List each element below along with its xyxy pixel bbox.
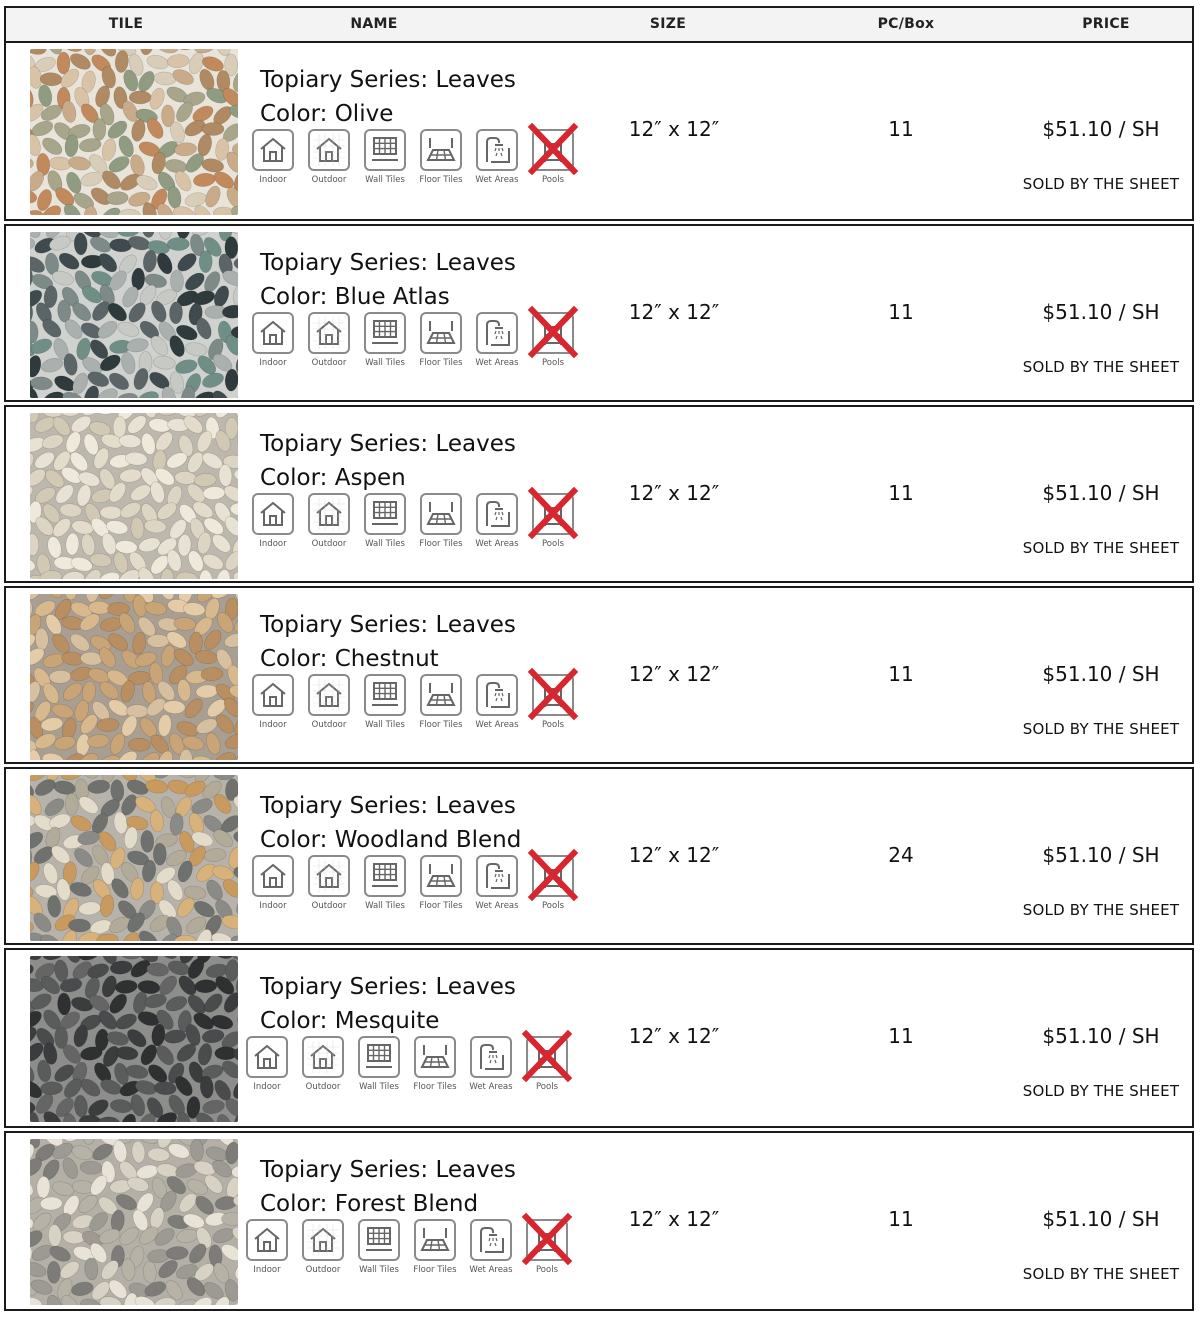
usage-label: Floor Tiles	[419, 720, 463, 730]
header-tile: TILE	[108, 16, 144, 32]
price-value: $51.10 / SH	[1042, 300, 1160, 324]
sold-by-label: SOLD BY THE SHEET	[1022, 901, 1180, 919]
floor-tiles-icon	[420, 674, 462, 716]
floor-tiles-icon	[414, 1036, 456, 1078]
tile-swatch-image	[30, 413, 238, 579]
usage-label: Wet Areas	[475, 539, 519, 549]
table-row	[4, 948, 1194, 1128]
tile-swatch-image	[30, 232, 238, 398]
product-name	[260, 63, 516, 131]
product-color: Color: Aspen	[260, 465, 406, 491]
usage-floor-tiles	[410, 1219, 460, 1279]
pc-box-value: 24	[888, 843, 914, 867]
sold-by-label: SOLD BY THE SHEET	[1022, 358, 1180, 376]
price-value: $51.10 / SH	[1042, 843, 1160, 867]
leaf-mosaic-icon	[30, 413, 238, 579]
shower-icon	[476, 493, 518, 535]
usage-house-outdoor	[304, 312, 354, 372]
price-value: $51.10 / SH	[1042, 662, 1160, 686]
usage-label: Wall Tiles	[365, 539, 405, 549]
shower-icon	[476, 674, 518, 716]
usage-label: Floor Tiles	[413, 1082, 457, 1092]
house-outdoor-icon	[302, 1036, 344, 1078]
pc-box-value: 11	[888, 662, 914, 686]
not-suitable-x-icon	[526, 666, 580, 724]
usage-wall-tiles	[354, 1219, 404, 1279]
usage-house	[248, 855, 298, 915]
size-value: 12″ x 12″	[628, 300, 720, 324]
product-series: Topiary Series: Leaves	[260, 250, 516, 276]
tile-swatch-image	[30, 49, 238, 215]
table-header	[4, 6, 1194, 43]
tile-swatch-image	[30, 594, 238, 760]
shower-icon	[476, 855, 518, 897]
pc-box-value: 11	[888, 1024, 914, 1048]
price-value: $51.10 / SH	[1042, 1207, 1160, 1231]
usage-pool	[528, 312, 578, 372]
usage-house	[248, 312, 298, 372]
usage-shower	[466, 1036, 516, 1096]
usage-label: Floor Tiles	[419, 901, 463, 911]
house-outdoor-icon	[308, 855, 350, 897]
product-name	[260, 246, 516, 314]
usage-house	[248, 674, 298, 734]
usage-label: Outdoor	[311, 539, 347, 549]
header-size: SIZE	[649, 16, 687, 32]
product-name	[260, 1153, 516, 1221]
usage-label: Floor Tiles	[413, 1265, 457, 1275]
usage-label: Wet Areas	[469, 1082, 513, 1092]
wall-tiles-icon	[364, 129, 406, 171]
usage-label: Wet Areas	[475, 901, 519, 911]
usage-shower	[472, 312, 522, 372]
house-outdoor-icon	[308, 674, 350, 716]
product-color: Color: Chestnut	[260, 646, 439, 672]
product-color: Color: Blue Atlas	[260, 284, 450, 310]
usage-label: Wet Areas	[475, 175, 519, 185]
product-series: Topiary Series: Leaves	[260, 1157, 516, 1183]
size-value: 12″ x 12″	[628, 1207, 720, 1231]
size-value: 12″ x 12″	[628, 662, 720, 686]
product-series: Topiary Series: Leaves	[260, 612, 516, 638]
not-suitable-x-icon	[526, 485, 580, 543]
house-outdoor-icon	[308, 312, 350, 354]
price-value: $51.10 / SH	[1042, 1024, 1160, 1048]
usage-label: Pools	[535, 1082, 558, 1092]
price-value: $51.10 / SH	[1042, 117, 1160, 141]
usage-label: Indoor	[253, 1082, 281, 1092]
product-name	[260, 970, 516, 1038]
size-value: 12″ x 12″	[628, 843, 720, 867]
usage-label: Indoor	[259, 901, 287, 911]
leaf-mosaic-icon	[30, 1139, 238, 1305]
usage-floor-tiles	[416, 855, 466, 915]
usage-label: Outdoor	[311, 720, 347, 730]
floor-tiles-icon	[420, 493, 462, 535]
usage-floor-tiles	[416, 493, 466, 553]
usage-label: Wall Tiles	[365, 901, 405, 911]
wall-tiles-icon	[358, 1036, 400, 1078]
shower-icon	[476, 129, 518, 171]
usage-label: Floor Tiles	[419, 175, 463, 185]
not-suitable-x-icon	[526, 121, 580, 179]
table-row	[4, 224, 1194, 402]
usage-label: Wall Tiles	[359, 1082, 399, 1092]
usage-pool	[522, 1219, 572, 1279]
price-value: $51.10 / SH	[1042, 481, 1160, 505]
sold-by-label: SOLD BY THE SHEET	[1022, 1082, 1180, 1100]
usage-shower	[472, 855, 522, 915]
product-name	[260, 427, 516, 495]
usage-label: Wet Areas	[475, 358, 519, 368]
usage-label: Outdoor	[311, 358, 347, 368]
usage-shower	[472, 129, 522, 189]
tile-swatch-image	[30, 1139, 238, 1305]
usage-label: Indoor	[259, 539, 287, 549]
usage-label: Pools	[541, 539, 564, 549]
sold-by-label: SOLD BY THE SHEET	[1022, 539, 1180, 557]
tile-swatch-image	[30, 775, 238, 941]
usage-house	[248, 493, 298, 553]
header-pc-box: PC/Box	[877, 16, 935, 32]
product-color: Color: Mesquite	[260, 1008, 440, 1034]
floor-tiles-icon	[420, 312, 462, 354]
house-outdoor-icon	[302, 1219, 344, 1261]
sold-by-label: SOLD BY THE SHEET	[1022, 1265, 1180, 1283]
pc-box-value: 11	[888, 1207, 914, 1231]
usage-wall-tiles	[360, 493, 410, 553]
usage-label: Indoor	[259, 358, 287, 368]
usage-floor-tiles	[410, 1036, 460, 1096]
house-outdoor-icon	[308, 493, 350, 535]
usage-pool	[528, 493, 578, 553]
usage-floor-tiles	[416, 129, 466, 189]
usage-house-outdoor	[304, 855, 354, 915]
usage-label: Wall Tiles	[365, 358, 405, 368]
floor-tiles-icon	[414, 1219, 456, 1261]
usage-house-outdoor	[298, 1036, 348, 1096]
header-price: PRICE	[1082, 16, 1130, 32]
usage-house	[242, 1036, 292, 1096]
usage-shower	[466, 1219, 516, 1279]
usage-floor-tiles	[416, 312, 466, 372]
product-series: Topiary Series: Leaves	[260, 793, 516, 819]
usage-label: Wet Areas	[475, 720, 519, 730]
usage-label: Outdoor	[305, 1265, 341, 1275]
house-outdoor-icon	[308, 129, 350, 171]
usage-label: Indoor	[253, 1265, 281, 1275]
usage-label: Pools	[541, 720, 564, 730]
size-value: 12″ x 12″	[628, 117, 720, 141]
not-suitable-x-icon	[526, 304, 580, 362]
house-icon	[252, 312, 294, 354]
house-icon	[252, 129, 294, 171]
usage-wall-tiles	[354, 1036, 404, 1096]
usage-shower	[472, 493, 522, 553]
usage-wall-tiles	[360, 674, 410, 734]
usage-label: Wall Tiles	[365, 720, 405, 730]
house-icon	[246, 1219, 288, 1261]
wall-tiles-icon	[358, 1219, 400, 1261]
usage-label: Outdoor	[311, 901, 347, 911]
usage-floor-tiles	[416, 674, 466, 734]
wall-tiles-icon	[364, 855, 406, 897]
product-series: Topiary Series: Leaves	[260, 67, 516, 93]
house-icon	[252, 855, 294, 897]
usage-label: Pools	[541, 175, 564, 185]
leaf-mosaic-icon	[30, 594, 238, 760]
product-series: Topiary Series: Leaves	[260, 974, 516, 1000]
leaf-mosaic-icon	[30, 232, 238, 398]
usage-house-outdoor	[298, 1219, 348, 1279]
product-table	[4, 6, 1194, 1311]
product-color: Color: Forest Blend	[260, 1191, 479, 1217]
house-icon	[252, 493, 294, 535]
tile-swatch-image	[30, 956, 238, 1122]
usage-house-outdoor	[304, 674, 354, 734]
shower-icon	[470, 1219, 512, 1261]
usage-pool	[522, 1036, 572, 1096]
floor-tiles-icon	[420, 129, 462, 171]
not-suitable-x-icon	[526, 847, 580, 905]
table-row	[4, 586, 1194, 764]
table-row	[4, 405, 1194, 583]
usage-pool	[528, 855, 578, 915]
product-name	[260, 608, 516, 676]
product-color: Color: Olive	[260, 101, 394, 127]
product-name	[260, 789, 521, 857]
size-value: 12″ x 12″	[628, 1024, 720, 1048]
usage-house	[248, 129, 298, 189]
shower-icon	[476, 312, 518, 354]
table-row	[4, 1131, 1194, 1311]
size-value: 12″ x 12″	[628, 481, 720, 505]
usage-pool	[528, 129, 578, 189]
house-icon	[246, 1036, 288, 1078]
not-suitable-x-icon	[520, 1028, 574, 1086]
pc-box-value: 11	[888, 300, 914, 324]
not-suitable-x-icon	[520, 1211, 574, 1269]
usage-wall-tiles	[360, 855, 410, 915]
leaf-mosaic-icon	[30, 956, 238, 1122]
usage-house	[242, 1219, 292, 1279]
sold-by-label: SOLD BY THE SHEET	[1022, 720, 1180, 738]
usage-house-outdoor	[304, 493, 354, 553]
floor-tiles-icon	[420, 855, 462, 897]
usage-label: Wall Tiles	[365, 175, 405, 185]
usage-pool	[528, 674, 578, 734]
leaf-mosaic-icon	[30, 775, 238, 941]
table-row	[4, 43, 1194, 221]
wall-tiles-icon	[364, 312, 406, 354]
house-icon	[252, 674, 294, 716]
leaf-mosaic-icon	[30, 49, 238, 215]
usage-label: Pools	[541, 358, 564, 368]
usage-label: Indoor	[259, 175, 287, 185]
product-series: Topiary Series: Leaves	[260, 431, 516, 457]
table-body	[4, 43, 1194, 1311]
product-color: Color: Woodland Blend	[260, 827, 522, 853]
usage-house-outdoor	[304, 129, 354, 189]
pc-box-value: 11	[888, 481, 914, 505]
wall-tiles-icon	[364, 674, 406, 716]
shower-icon	[470, 1036, 512, 1078]
usage-wall-tiles	[360, 129, 410, 189]
header-name: NAME	[350, 16, 398, 32]
usage-label: Outdoor	[311, 175, 347, 185]
usage-label: Indoor	[259, 720, 287, 730]
usage-label: Wall Tiles	[359, 1265, 399, 1275]
usage-shower	[472, 674, 522, 734]
usage-label: Pools	[541, 901, 564, 911]
usage-label: Pools	[535, 1265, 558, 1275]
usage-wall-tiles	[360, 312, 410, 372]
wall-tiles-icon	[364, 493, 406, 535]
sold-by-label: SOLD BY THE SHEET	[1022, 175, 1180, 193]
table-row	[4, 767, 1194, 945]
usage-label: Floor Tiles	[419, 358, 463, 368]
usage-label: Outdoor	[305, 1082, 341, 1092]
pc-box-value: 11	[888, 117, 914, 141]
usage-label: Wet Areas	[469, 1265, 513, 1275]
usage-label: Floor Tiles	[419, 539, 463, 549]
